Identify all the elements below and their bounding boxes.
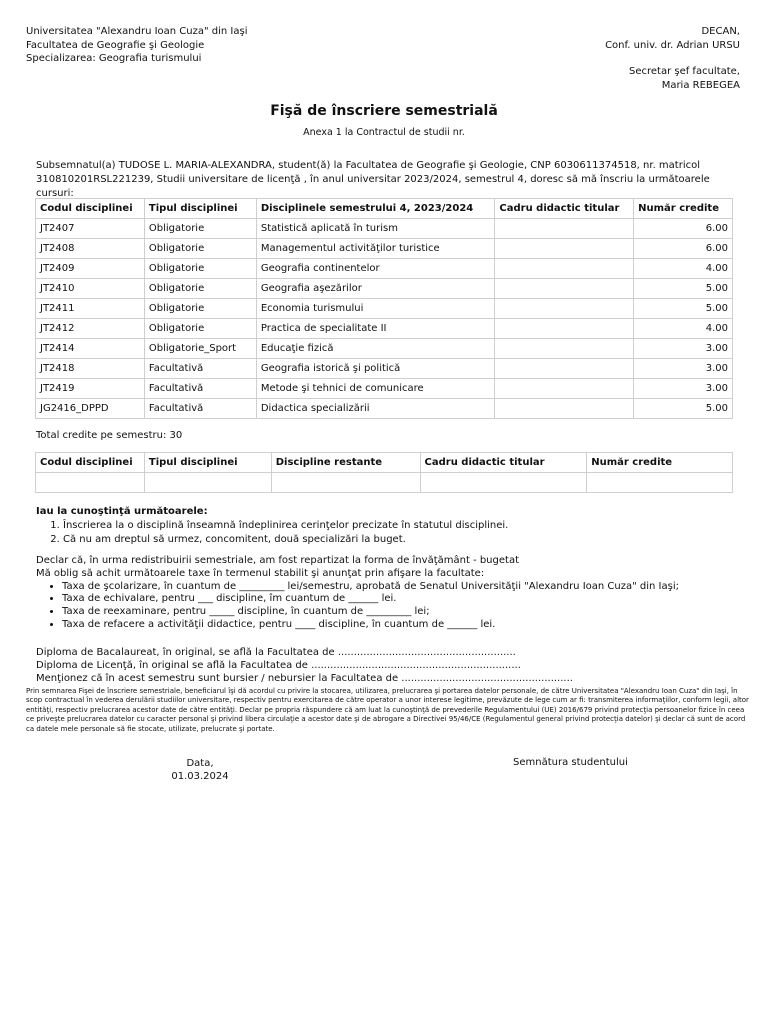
faculty-name: Facultatea de Geografie şi Geologie: [26, 39, 205, 51]
table-cell: 4.00: [634, 259, 733, 279]
table-cell: Obligatorie: [144, 239, 256, 259]
table-cell: Facultativă: [144, 399, 256, 419]
table-row: [36, 399, 733, 419]
table-cell: Geografia continentelor: [256, 259, 495, 279]
table-cell: [587, 473, 733, 493]
university-name: Universitatea "Alexandru Ioan Cuza" din Iaşi: [26, 26, 248, 37]
table-cell: [495, 259, 634, 279]
table-row: [36, 279, 733, 299]
table-cell: JT2409: [36, 259, 145, 279]
column-header: Codul disciplinei: [36, 199, 145, 219]
column-header: Cadru didactic titular: [495, 199, 634, 219]
list-item: • Taxa de reexaminare, pentru _____ discipline, în cuantum de _________ lei;: [62, 606, 736, 619]
table-cell: 3.00: [634, 359, 733, 379]
diplomas-section: [36, 646, 736, 685]
university-header: [26, 25, 247, 66]
courses-table: [35, 198, 733, 419]
table-cell: Practica de specialitate II: [256, 319, 495, 339]
table-cell: [495, 239, 634, 259]
diploma-line: Diploma de Bacalaureat, în original, se află la Facultatea de ........................................................: [36, 647, 516, 658]
table-cell: JT2419: [36, 379, 145, 399]
table-cell: 5.00: [634, 279, 733, 299]
column-header: Codul disciplinei: [36, 453, 145, 473]
table-cell: [495, 379, 634, 399]
date-block: [150, 757, 250, 783]
secretary-title: Secretar şef facultate,: [628, 66, 740, 77]
table-cell: [144, 473, 271, 493]
column-header: Număr credite: [587, 453, 733, 473]
dean-name: Conf. univ. dr. Adrian URSU: [605, 39, 740, 51]
table-cell: [495, 319, 634, 339]
table-cell: Obligatorie_Sport: [144, 339, 256, 359]
column-header: Tipul disciplinei: [144, 199, 256, 219]
document-subtitle: Anexa 1 la Contractul de studii nr.: [303, 127, 465, 138]
gdpr-fine-print: Prin semnarea Fişei de înscriere semestriale, beneficiarul îşi dă acordul cu privire la stocarea, utilizarea, prelucrarea şi portarea datelor personale, de către Universitatea "Alexandru Ioan Cuza" din Iaşi, în scop contractual în vederea derulării studiilor universitare, respectiv pentru exercitarea de către operator a unor interese legitime, prevăzute de lege cum ar fi: transmiterea informaţiilor, conform legii, altor entităţi, respectiv prelucrarea acestor date de către entităţi. Declar pe propria răspundere că am luat la cunoştinţă de prevederile Regulamentului (UE) 2016/679 privind protecţia persoanelor fizice în ceea ce priveşte prelucrarea datelor cu caracter personal şi privind libera circulaţie a acestor date şi de abrogare a Directivei 95/46/CE (Regulamentul general privind protecţia datelor) şi declar că sunt de acord ca datele mele personale să fie stocate, utilizate, prelucrate şi portate.: [26, 687, 749, 733]
diploma-line: Menţionez că în acest semestru sunt bursier / nebursier la Facultatea de ......................................................: [36, 673, 573, 684]
declaration-line: Mă oblig să achit următoarele taxe în termenul stabilit şi anunţat prin afişare la facultate:: [36, 567, 485, 579]
table-cell: [271, 473, 420, 493]
acknowledgement-list: [36, 519, 736, 547]
table-cell: [495, 399, 634, 419]
table-cell: Obligatorie: [144, 259, 256, 279]
table-cell: JG2416_DPPD: [36, 399, 145, 419]
table-cell: [420, 473, 587, 493]
table-cell: Managementul activităţilor turistice: [256, 239, 495, 259]
table-cell: 6.00: [634, 219, 733, 239]
table-cell: JT2411: [36, 299, 145, 319]
table-cell: Metode şi tehnici de comunicare: [256, 379, 495, 399]
acknowledgement-section: [36, 505, 736, 547]
specialization: Specializarea: Geografia turismului: [26, 53, 202, 64]
column-header: Tipul disciplinei: [144, 453, 271, 473]
table-cell: Statistică aplicată în turism: [256, 219, 495, 239]
table-cell: 3.00: [634, 379, 733, 399]
table-cell: 5.00: [634, 399, 733, 419]
table-row: [36, 239, 733, 259]
arrears-table: [35, 452, 733, 493]
table-cell: 6.00: [634, 239, 733, 259]
document-title: Fişă de înscriere semestrială: [270, 103, 498, 119]
table-cell: JT2410: [36, 279, 145, 299]
table-cell: [495, 219, 634, 239]
signatories-header: [605, 25, 740, 92]
diploma-line: Diploma de Licenţă, în original se află la Facultatea de ..................................................................: [36, 660, 521, 671]
signature-label: Semnătura studentului: [513, 757, 628, 768]
table-cell: Geografia istorică şi politică: [256, 359, 495, 379]
table-cell: 4.00: [634, 319, 733, 339]
total-credits: Total credite pe semestru: 30: [36, 430, 183, 441]
table-cell: Didactica specializării: [256, 399, 495, 419]
table-cell: Educaţie fizică: [256, 339, 495, 359]
table-row: [36, 473, 733, 493]
table-row: [36, 379, 733, 399]
acknowledgement-heading: Iau la cunoştinţă următoarele:: [36, 506, 208, 517]
table-row: [36, 319, 733, 339]
date-value: 01.03.2024: [171, 771, 229, 782]
table-row: [36, 359, 733, 379]
table-cell: Economia turismului: [256, 299, 495, 319]
table-cell: [495, 359, 634, 379]
column-header: Disciplinele semestrului 4, 2023/2024: [256, 199, 495, 219]
table-row: [36, 219, 733, 239]
table-cell: Facultativă: [144, 359, 256, 379]
date-label: Data,: [186, 758, 214, 769]
table-cell: 5.00: [634, 299, 733, 319]
statement-line: 310810201RSL221239, Studii universitare de licenţă , în anul universitar 2023/2024, semestrul 4, doresc să mă înscriu la următoarele cursuri:: [36, 174, 710, 199]
dean-title: DECAN,: [701, 26, 740, 37]
declaration-line: Declar că, în urma redistribuirii semestriale, am fost repartizat la forma de învăţământ - bugetat: [36, 555, 519, 566]
table-cell: [495, 299, 634, 319]
table-cell: Facultativă: [144, 379, 256, 399]
table-cell: 3.00: [634, 339, 733, 359]
table-cell: Obligatorie: [144, 299, 256, 319]
list-item: • Taxa de şcolarizare, în cuantum de _________ lei/semestru, aprobată de Senatul Universităţii "Alexandru Ioan Cuza" din Iaşi;: [62, 581, 736, 594]
list-item: 2. Că nu am dreptul să urmez, concomitent, două specializări la buget.: [63, 533, 736, 547]
table-cell: JT2407: [36, 219, 145, 239]
table-cell: JT2418: [36, 359, 145, 379]
table-row: [36, 299, 733, 319]
table-cell: [495, 279, 634, 299]
table-cell: JT2414: [36, 339, 145, 359]
column-header: Număr credite: [634, 199, 733, 219]
table-cell: [36, 473, 145, 493]
table-row: [36, 339, 733, 359]
table-header-row: [36, 453, 733, 473]
table-row: [36, 259, 733, 279]
table-cell: [495, 339, 634, 359]
table-header-row: [36, 199, 733, 219]
list-item: • Taxa de refacere a activităţii didactice, pentru ____ discipline, în cuantum de ______ lei.: [62, 619, 736, 632]
column-header: Discipline restante: [271, 453, 420, 473]
declaration-section: [36, 555, 736, 632]
list-item: 1. Înscrierea la o disciplină înseamnă îndeplinirea cerinţelor precizate în statutul disciplinei.: [63, 519, 736, 533]
table-cell: Obligatorie: [144, 279, 256, 299]
fees-list: [36, 581, 736, 632]
column-header: Cadru didactic titular: [420, 453, 587, 473]
statement-line: Subsemnatul(a) TUDOSE L. MARIA-ALEXANDRA, student(ă) la Facultatea de Geografie şi Geologie, CNP 6030611374518, nr. matricol: [36, 160, 701, 171]
table-cell: Geografia aşezărilor: [256, 279, 495, 299]
table-cell: Obligatorie: [144, 319, 256, 339]
table-cell: JT2408: [36, 239, 145, 259]
table-cell: JT2412: [36, 319, 145, 339]
table-cell: Obligatorie: [144, 219, 256, 239]
secretary-name: Maria REBEGEA: [661, 79, 740, 91]
list-item: • Taxa de echivalare, pentru ___ discipline, îm cuantum de ______ lei.: [62, 593, 736, 606]
student-statement: [36, 159, 736, 201]
